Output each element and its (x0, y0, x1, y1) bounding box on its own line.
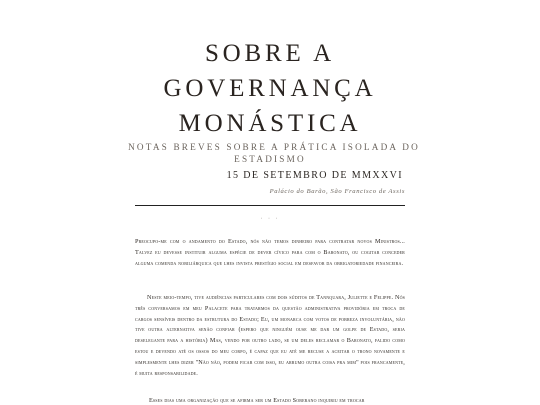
document-date: 15 DE SETEMBRO DE MMXXVI (226, 170, 403, 181)
paragraph-2-text: Neste meio-tempo, tive audiências particulares com dois súditos de Tannquara, Juliette e Felippe. Nós três conversamos em meu Palacete para tratarmos da questão administrativa providória em troca de cargos sensíveis dentro da estrutura do Estado; Eu, um monarca com votos de pobreza involuntária, não tive outra alternativa senão confiar (espero que ninguém ouse me dar um golpe de Estado, seria deselegante para a história) Mas, vendo por outro lado, se um deles reclamar o Baronato, falido como estou e devendo até os ossos do meu corpo, é capaz que eu até me recuse a aceitar o trono novamente e simplesmente lhes dizer "Não não, podem ficar com isso, eu arrumo outra coisa pra mim" pois francamente, é muita responsabilidade. (135, 294, 405, 377)
section-separator: · · · (260, 216, 280, 222)
paragraph-1: Preocupo-me com o andamento do Estado, nós não temos dinheiro para contratar novos Ministros... Talvez eu devesse instituir alguma espécie de dever cívico para com o Baronato, ou cogitar conceder alguma comenda nobiliárquica que lhes invista prestígio social em desfavor da obrigatoriedade financeira. (135, 238, 405, 267)
header-divider (135, 205, 405, 206)
paragraph-3: Esses dias uma organização que se afirma ser um Estado Soberano inquiriu em trocar (149, 397, 365, 404)
title-line-2: GOVERNANÇA (163, 75, 377, 102)
subtitle-line-2: ESTADISMO (234, 154, 306, 164)
title-line-3: MONÁSTICA (178, 110, 362, 137)
title-line-1: SOBRE A (204, 40, 336, 67)
paragraph-2 (135, 293, 405, 379)
document-place: Palácio do Barão, São Francisco de Assis (269, 188, 405, 195)
subtitle-line-1: NOTAS BREVES SOBRE A PRÁTICA ISOLADA DO (128, 142, 420, 152)
